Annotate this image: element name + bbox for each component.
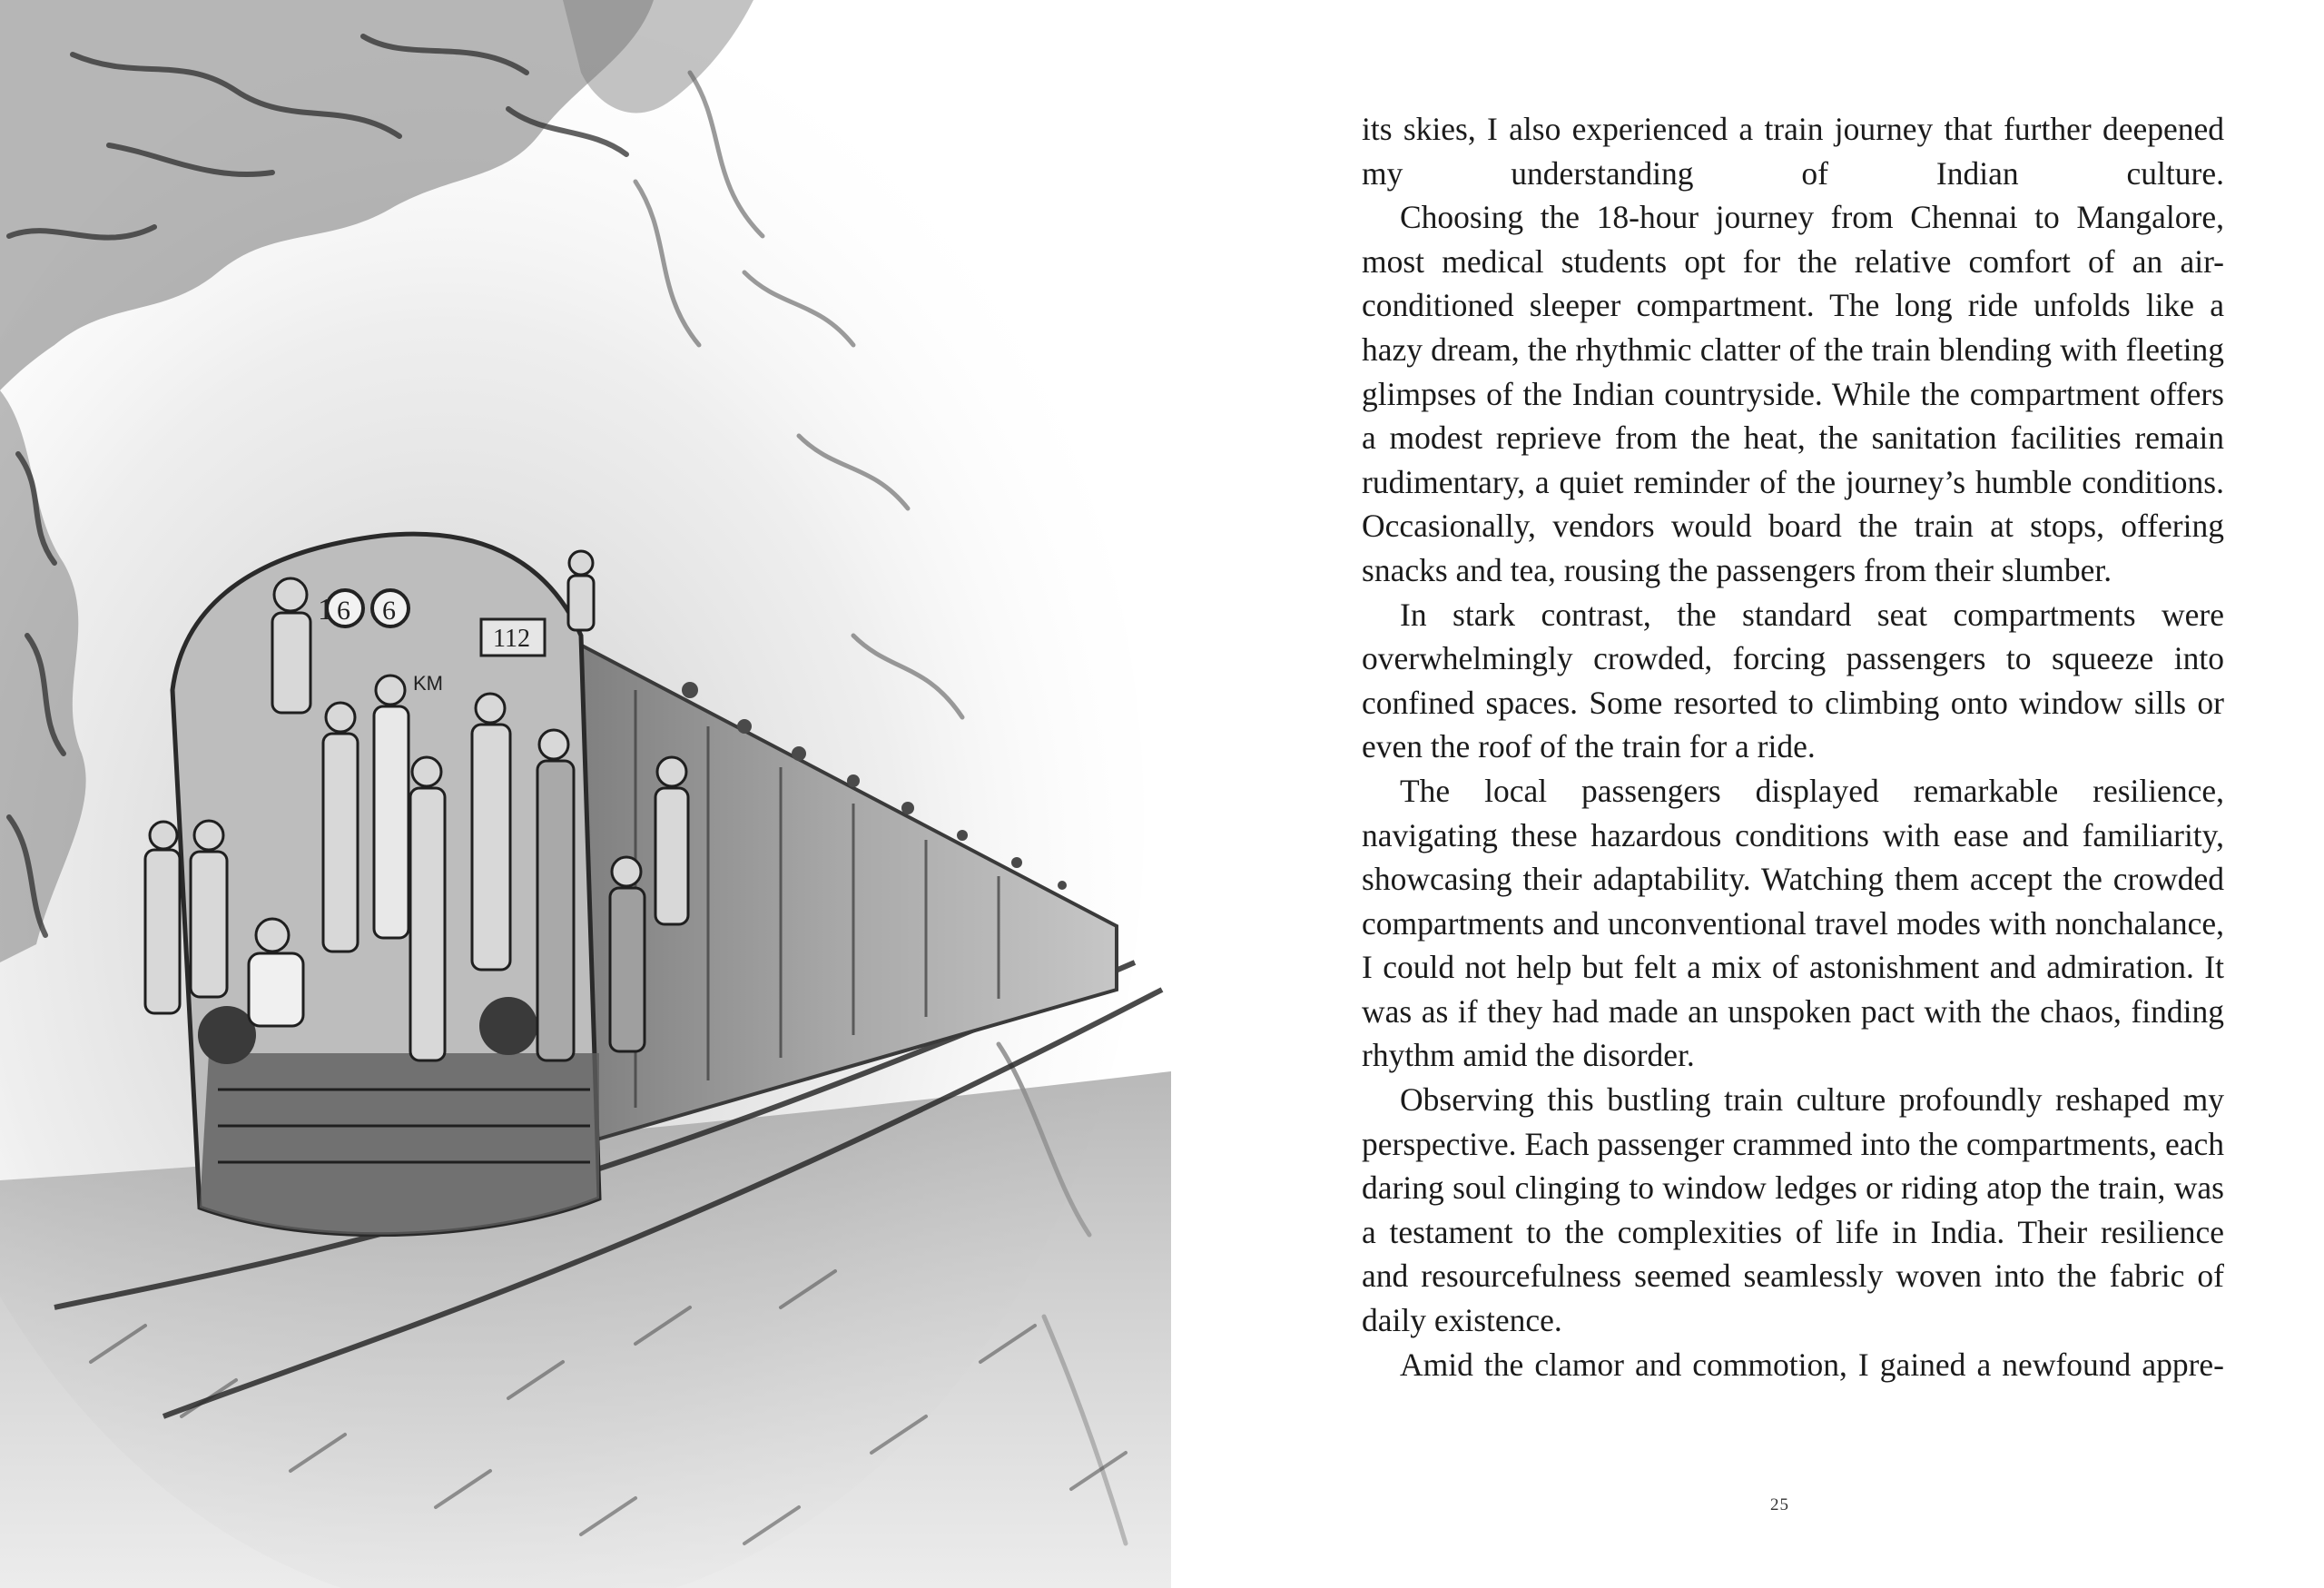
paragraph: Observing this bustling train culture profoundly reshaped my perspective. Each passenger crammed into the compartments, each daring soul clinging to window ledges or riding atop the train, was a testament to the complexities of life in India. Their resilience and resourcefulness seemed seamlessly woven into the fabric of daily existence. [1362,1081,2224,1339]
passenger-figure [655,757,688,924]
engine-number-mid-1: 6 [337,596,350,626]
paragraph: its skies, I also experienced a train journey that further deepened my understanding of Indian culture. [1362,111,2224,192]
paragraph: Choosing the 18-hour journey from Chennai to Mangalore, most medical students opt for the relative comfort of an air-conditioned sleeper compartment. The long ride unfolds like a hazy dream, the rhythmic clatter of the train blending with fleeting glimpses of the Indian countryside. While the compartment offers a modest reprieve from the heat, the sanitation facilities remain rudimentary, a quiet reminder of the journey’s humble conditions. Occasionally, vendors would board the train at stops, offering snacks and tea, rousing the passengers from their slumber. [1362,199,2224,588]
buffer-right [479,997,537,1055]
paragraph: Amid the clamor and commotion, I gained a newfound appre- [1400,1346,2224,1383]
paragraph: The local passengers displayed remarkable resilience, navigating these hazardous conditions with ease and familiarity, showcasing their adaptability. Watching them accept the crowded compartments and unconventional travel modes with nonchalance, I could not help but felt a mix of astonishment and admiration. It was as if they had made an unspoken pact with the chaos, finding rhythm amid the disorder. [1362,772,2224,1074]
engine-number-plate-text: 112 [493,625,530,653]
passenger-figure [537,730,574,1060]
buffer-left [198,1006,256,1064]
engine-number-left: 1 [318,593,333,626]
text-column [1362,107,2224,1386]
passenger-figure [145,822,180,1013]
paragraph: In stark contrast, the standard seat compartments were overwhelmingly crowded, forcing passengers to squeeze into confined spaces. Some resorted to climbing onto window sills or even the roof of the train for a ride. [1362,596,2224,765]
locomotive-front-panel [200,1053,599,1235]
passenger-figure [374,676,409,938]
engine-lettering: KM [413,672,443,695]
passenger-figure [472,694,510,970]
passenger-figure [410,757,445,1060]
passenger-figure [323,703,358,952]
page-number: 25 [1770,1495,1789,1514]
passenger-figure [272,578,310,713]
engine-number-mid-2: 6 [382,596,396,626]
passenger-figure [568,551,594,630]
